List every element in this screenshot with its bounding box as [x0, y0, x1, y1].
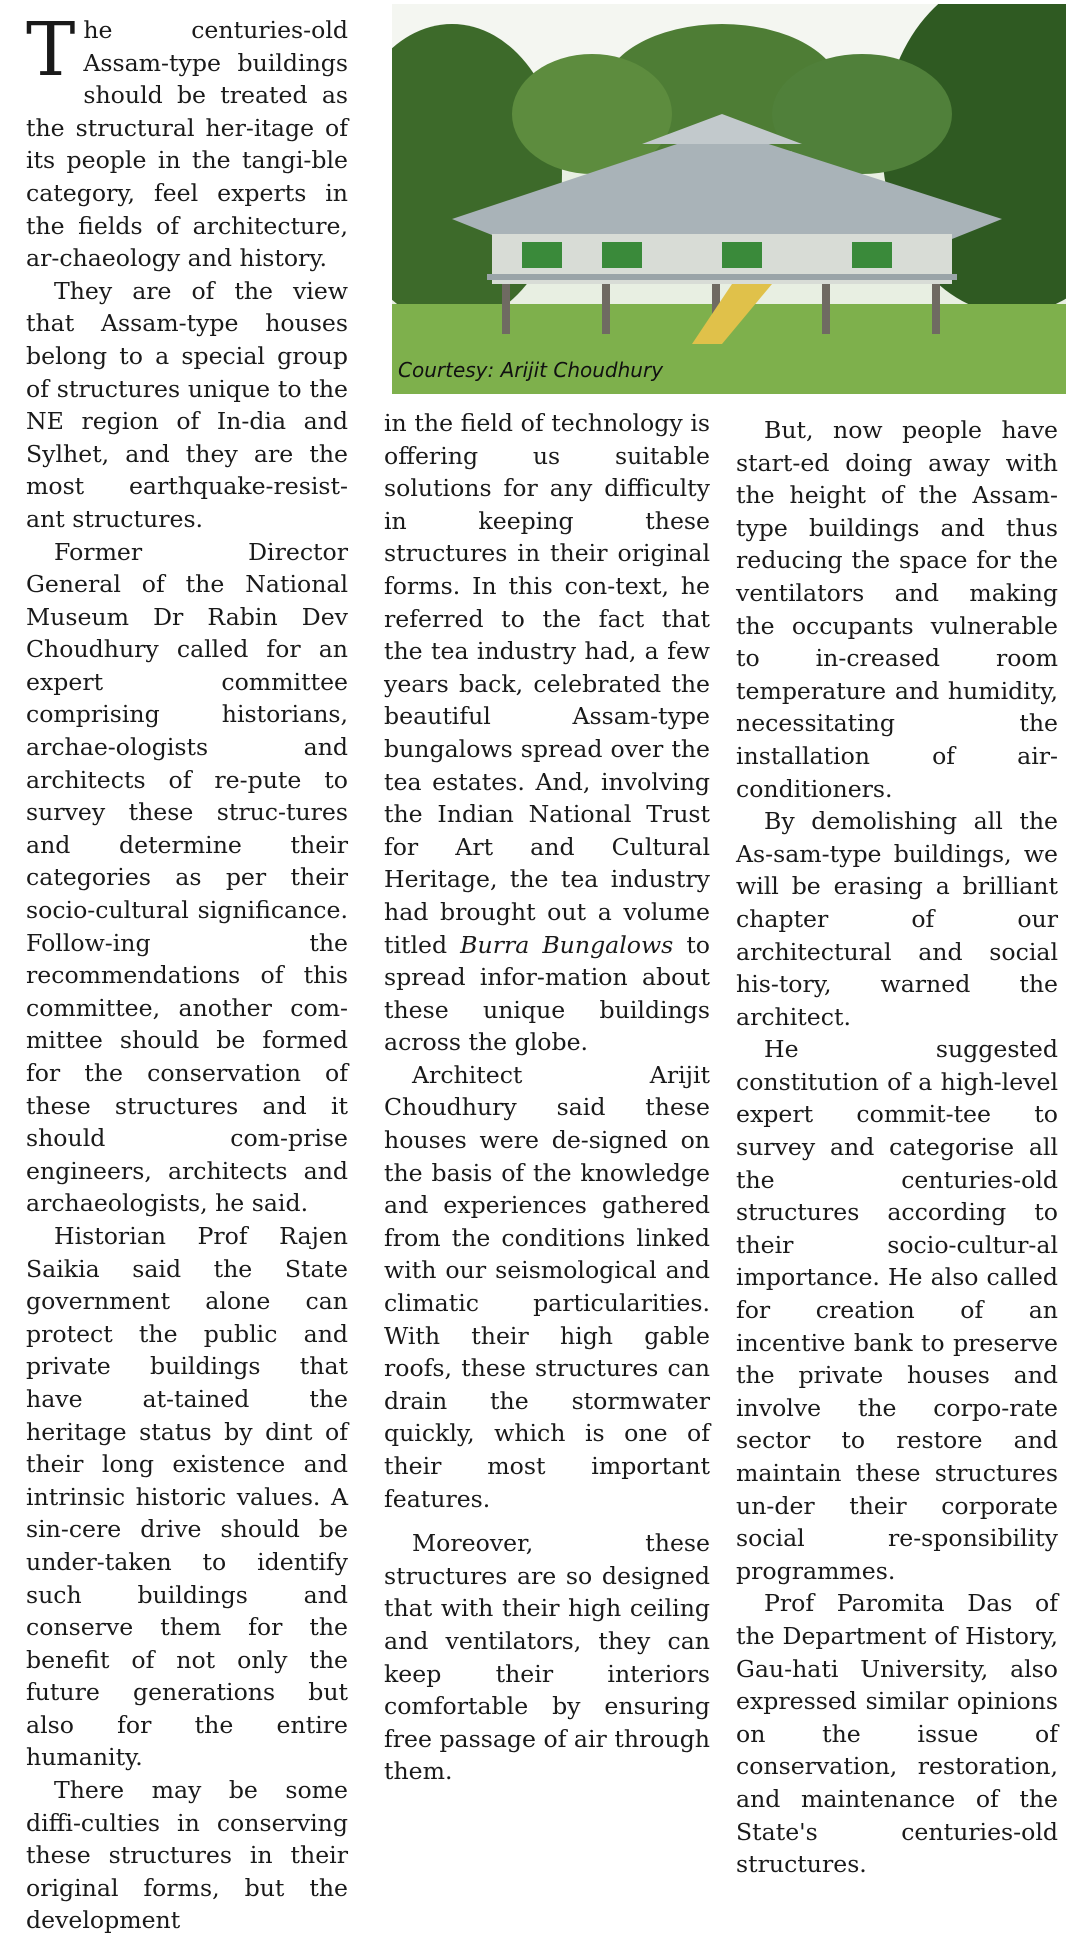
article-column-3 [736, 414, 1058, 1881]
article-column-1 [26, 7, 348, 1937]
photo-credit: Courtesy: Arijit Choudhury [398, 358, 664, 382]
assam-type-house-photo [392, 4, 1066, 394]
paragraph: in the field of technology is offering us suitable solutions for any difficulty in keeping these structures in their original forms. In this con-text, he referred to the fact that the tea industry had, a few years back, celebrated the beautiful Assam-type bungalows spread over the tea estates. And, involving the Indian National Trust for Art and Cultural Heritage, the tea industry had brought out a volume titled Burra Bungalows to spread infor-mation about these unique buildings across the globe. [384, 409, 711, 1057]
paragraph: Historian Prof Rajen Saikia said the State government alone can protect the public and private buildings that have at-tained the heritage status by dint of their long existence and intrinsic historic values. A sin-cere drive should be under-taken to identify such buildings and conserve them for the benefit of not only the future generations but also for the entire humanity. [26, 1221, 348, 1772]
paragraph: Prof Paromita Das of the Department of History, Gau-hati University, also expressed similar opinions on the issue of conservation, restoration, and maintenance of the State's centuries-old structures. [736, 1589, 1058, 1879]
article-column-2 [384, 407, 710, 1788]
drop-cap: T [26, 7, 76, 93]
book-title: Burra Bungalows [460, 930, 674, 959]
house-illustration [392, 4, 1066, 394]
paragraph: The centuries-old Assam-type buildings should be treated as the structural her-itage of its people in the tangi-ble category, feel experts in the fields of architecture, ar-chaeology and history. [26, 7, 348, 273]
paragraph: But, now people have start-ed doing away with the height of the Assam-type buildings and thus reducing the space for the ventilators and making the occupants vulnerable to in-creased room temperature and humidity, necessitating the installation of air-conditioners. [736, 416, 1058, 803]
paragraph: Moreover, these structures are so designed that with their high ceiling and ventilators, they can keep their interiors comfortable by ensuring free passage of air through them. [384, 1529, 710, 1786]
paragraph: He suggested constitution of a high-level expert commit-tee to survey and categorise all the centuries-old structures according to their socio-cultur-al importance. He also called for creation of an incentive bank to preserve the private houses and involve the corpo-rate sector to restore and maintain these structures un-der their corporate social re-sponsibility programmes. [736, 1035, 1058, 1585]
paragraph: There may be some diffi-culties in conserving these structures in their original forms, but the development [26, 1776, 348, 1935]
paragraph: They are of the view that Assam-type houses belong to a special group of structures unique to the NE region of In-dia and Sylhet, and they are the most earthquake-resist-ant structures. [26, 276, 348, 533]
paragraph: Former Director General of the National Museum Dr Rabin Dev Choudhury called for an expert committee comprising historians, archae-ologists and architects of re-pute to survey these struc-tures and determine their categories as per their socio-cultural significance. Follow-ing the recommendations of this committee, another com-mittee should be formed for the conservation of these structures and it should com-prise engineers, architects and archaeologists, he said. [26, 537, 348, 1218]
paragraph: By demolishing all the As-sam-type buildings, we will be erasing a brilliant chapter of our architectural and social his-tory, warned the architect. [736, 807, 1058, 1031]
paragraph: Architect Arijit Choudhury said these houses were de-signed on the basis of the knowledge and experiences gathered from the conditions linked with our seismological and climatic particularities. With their high gable roofs, these structures can drain the stormwater quickly, which is one of their most important features. [384, 1060, 710, 1513]
